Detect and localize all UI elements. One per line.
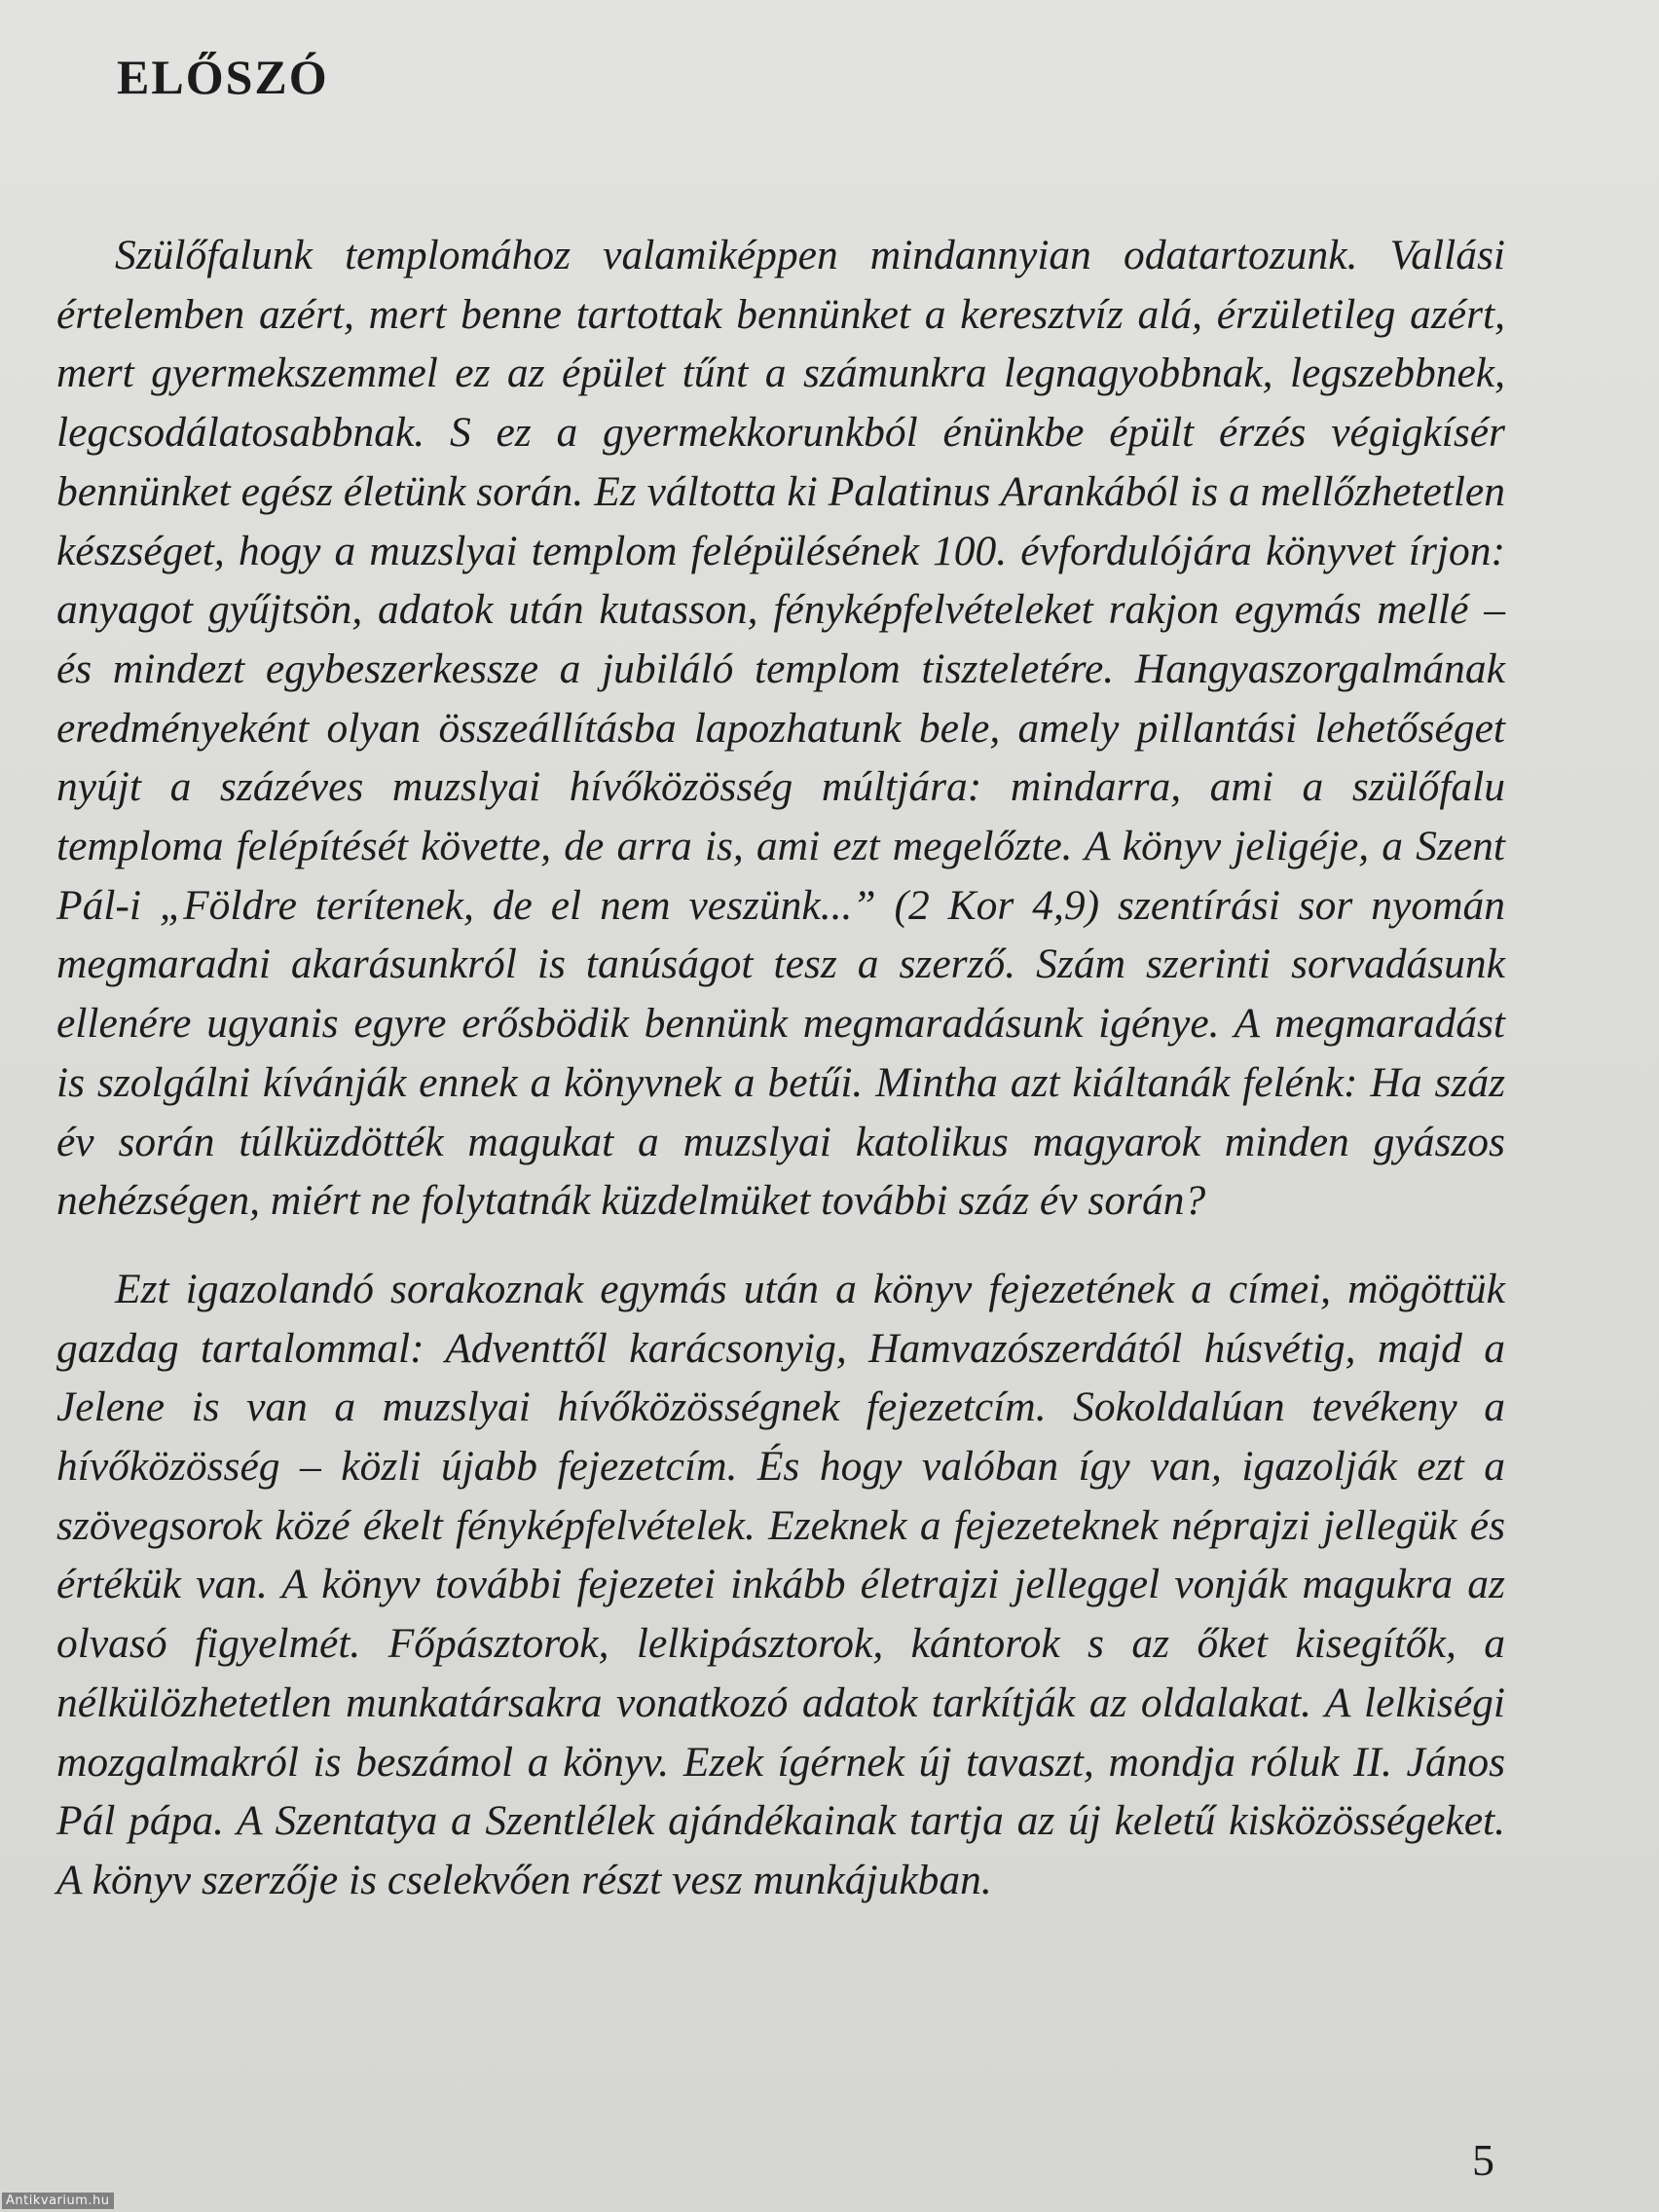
paragraph-2: Ezt igazolandó sorakoznak egymás után a könyv fejezetének a címei, mögöttük gazdag tartalommal: Adventtől karácsonyig, Hamvazószerdától húsvétig, majd a Jelene is van a muzslyai hívőközösségnek fejezetcím. Sokoldalúan tevékeny a hívőközösség – közli újabb fejezetcím. És hogy valóban így van, igazolják ezt a szövegsorok közé ékelt fényképfelvételek. Ezeknek a fejezeteknek néprajzi jellegük és értékük van. A könyv további fejezetei inkább életrajzi jelleggel vonják magukra az olvasó figyelmét. Főpásztorok, lelkipásztorok, kántorok s az őket kisegítők, a nélkülözhetetlen munkatársakra vonatkozó adatok tarkítják az oldalakat. A lelkiségi mozgalmakról is beszámol a könyv. Ezek ígérnek új tavaszt, mondja róluk II. János Pál pápa. A Szentatya a Szentlélek ajándékainak tartja az új keletű kisközösségeket. A könyv szerzője is cselekvően részt vesz munkájukban. (56, 1265, 1505, 1903)
page-title: ELŐSZÓ (117, 50, 329, 104)
paragraph-1: Szülőfalunk templomához valamiképpen mindannyian odatartozunk. Vallási értelemben azért, mert benne tartottak bennünket a keresztvíz alá, érzületileg azért, mert gyermekszemmel ez az épület tűnt a számunkra legnagyobbnak, legszebbnek, legcsodálatosabbnak. S ez a gyermekkorunkból énünkbe épült érzés végigkísér bennünket egész életünk során. Ez váltotta ki Palatinus Arankából is a mellőzhetetlen készséget, hogy a muzslyai templom felépülésének 100. évfordulójára könyvet írjon: anyagot gyűjtsön, adatok után kutasson, fényképfelvételeket rakjon egymás mellé – és mindezt egybeszerkessze a jubiláló templom tiszteletére. Hangyaszorgalmának eredményeként olyan összeállításba lapozhatunk bele, amely pillantási lehetőséget nyújt a százéves muzslyai hívőközösség múltjára: mindarra, ami a szülőfalu temploma felépítését követte, de arra is, ami ezt megelőzte. A könyv jeligéje, a Szent Pál-i „Földre terítenek, de el nem veszünk...” (2 Kor 4,9) szentírási sor nyomán megmaradni akarásunkról is tanúságot tesz a szerző. Szám szerinti sorvadásunk ellenére ugyanis egyre erősbödik bennünk megmaradásunk igénye. A megmaradást is szolgálni kívánják ennek a könyvnek a betűi. Mintha azt kiáltanák felénk: Ha száz év során túlküzdötték magukat a muzslyai katolikus magyarok minden gyászos nehézségen, miért ne folytatnák küzdelmüket további száz év során? (56, 232, 1505, 1225)
foreword-body (56, 226, 1505, 1910)
page-number: 5 (1472, 2135, 1494, 2185)
watermark-label: Antikvarium.hu (2, 2193, 114, 2209)
